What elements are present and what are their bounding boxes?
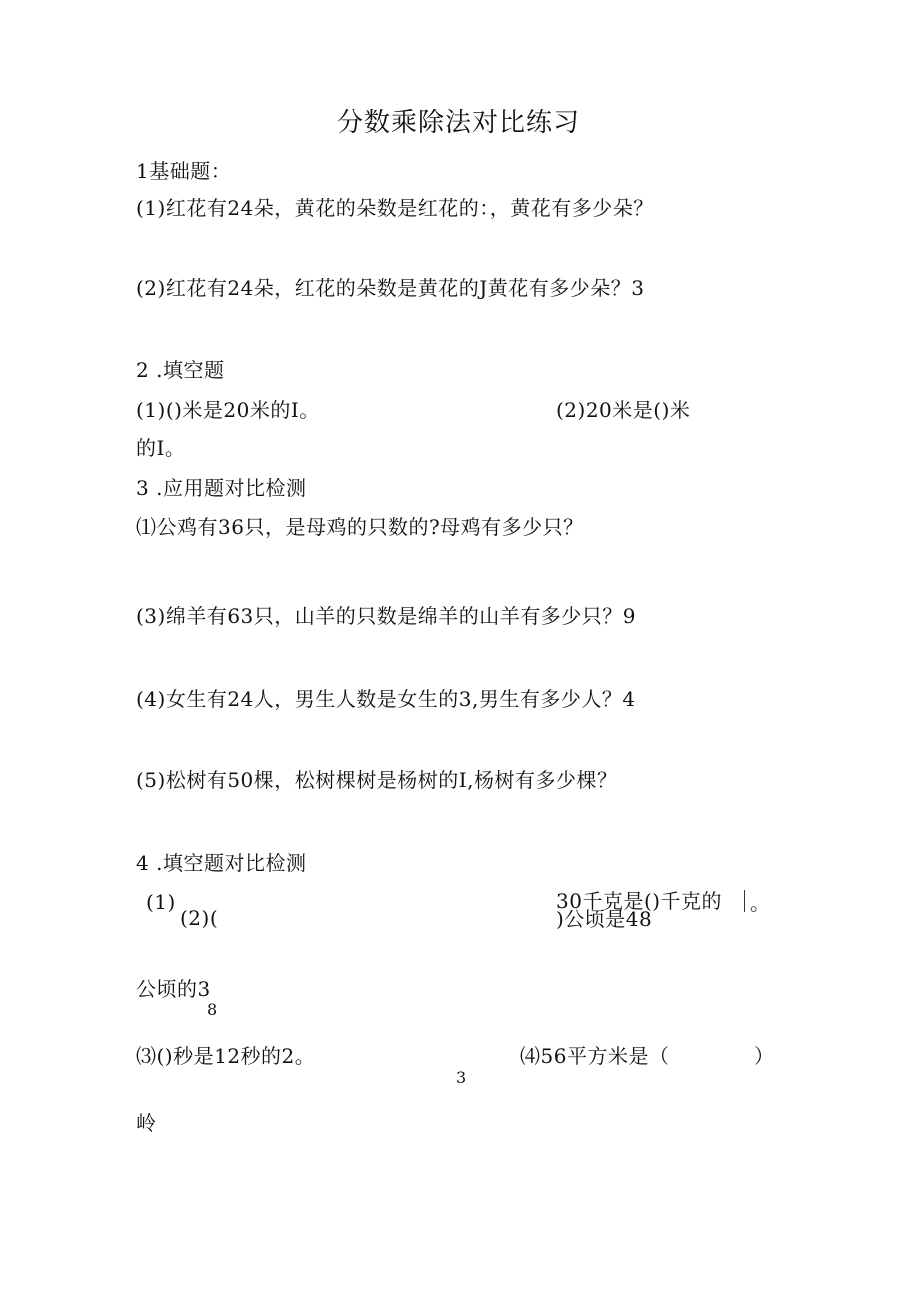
question-3-5: (5)松树有50棵，松树棵树是杨树的I,杨树有多少棵？	[136, 768, 618, 792]
question-4-3: ⑶()秒是12秒的2。	[136, 1044, 316, 1068]
question-3-4: (4)女生有24人，男生人数是女生的3,男生有多少人？4	[136, 687, 636, 711]
question-4-1-end: 。	[750, 891, 771, 915]
question-4-2-start: (2)(	[180, 906, 219, 930]
question-4-2-continued: 公顷的3	[136, 977, 211, 1001]
question-2-1: (1)()米是20米的I。	[136, 398, 320, 422]
section-1-heading: 1基础题：	[136, 159, 232, 183]
question-2-2: (2)20米是()米	[556, 398, 691, 422]
question-4-4-end: ）	[754, 1044, 775, 1068]
question-1-2: (2)红花有24朵，红花的朵数是黄花的J黄花有多少朵？3	[136, 276, 645, 300]
fraction-bar-mark	[744, 890, 745, 912]
question-4-1-number: (1)	[146, 890, 176, 914]
question-4-1-text: 30千克是()千克的	[556, 889, 723, 913]
page-title: 分数乘除法对比练习	[337, 108, 581, 138]
section-4-heading: 4 .填空题对比检测	[136, 851, 307, 875]
section-3-heading: 3 .应用题对比检测	[136, 476, 307, 500]
question-3-3: (3)绵羊有63只，山羊的只数是绵羊的山羊有多少只？9	[136, 604, 637, 628]
question-2-2-continued: 的I。	[136, 436, 186, 460]
question-1-1: (1)红花有24朵，黄花的朵数是红花的：，黄花有多少朵？	[136, 196, 654, 220]
question-3-1: ⑴公鸡有36只，是母鸡的只数的?母鸡有多少只？	[136, 515, 584, 539]
section-2-heading: 2 .填空题	[136, 358, 225, 382]
question-4-4: ⑷56平方米是（	[520, 1044, 670, 1068]
question-4-2-middle: )公顷是48	[556, 907, 653, 931]
question-4-2-denominator: 8	[207, 1000, 218, 1019]
question-4-3-denominator: 3	[456, 1068, 467, 1087]
trailing-character: 岭	[136, 1111, 157, 1135]
